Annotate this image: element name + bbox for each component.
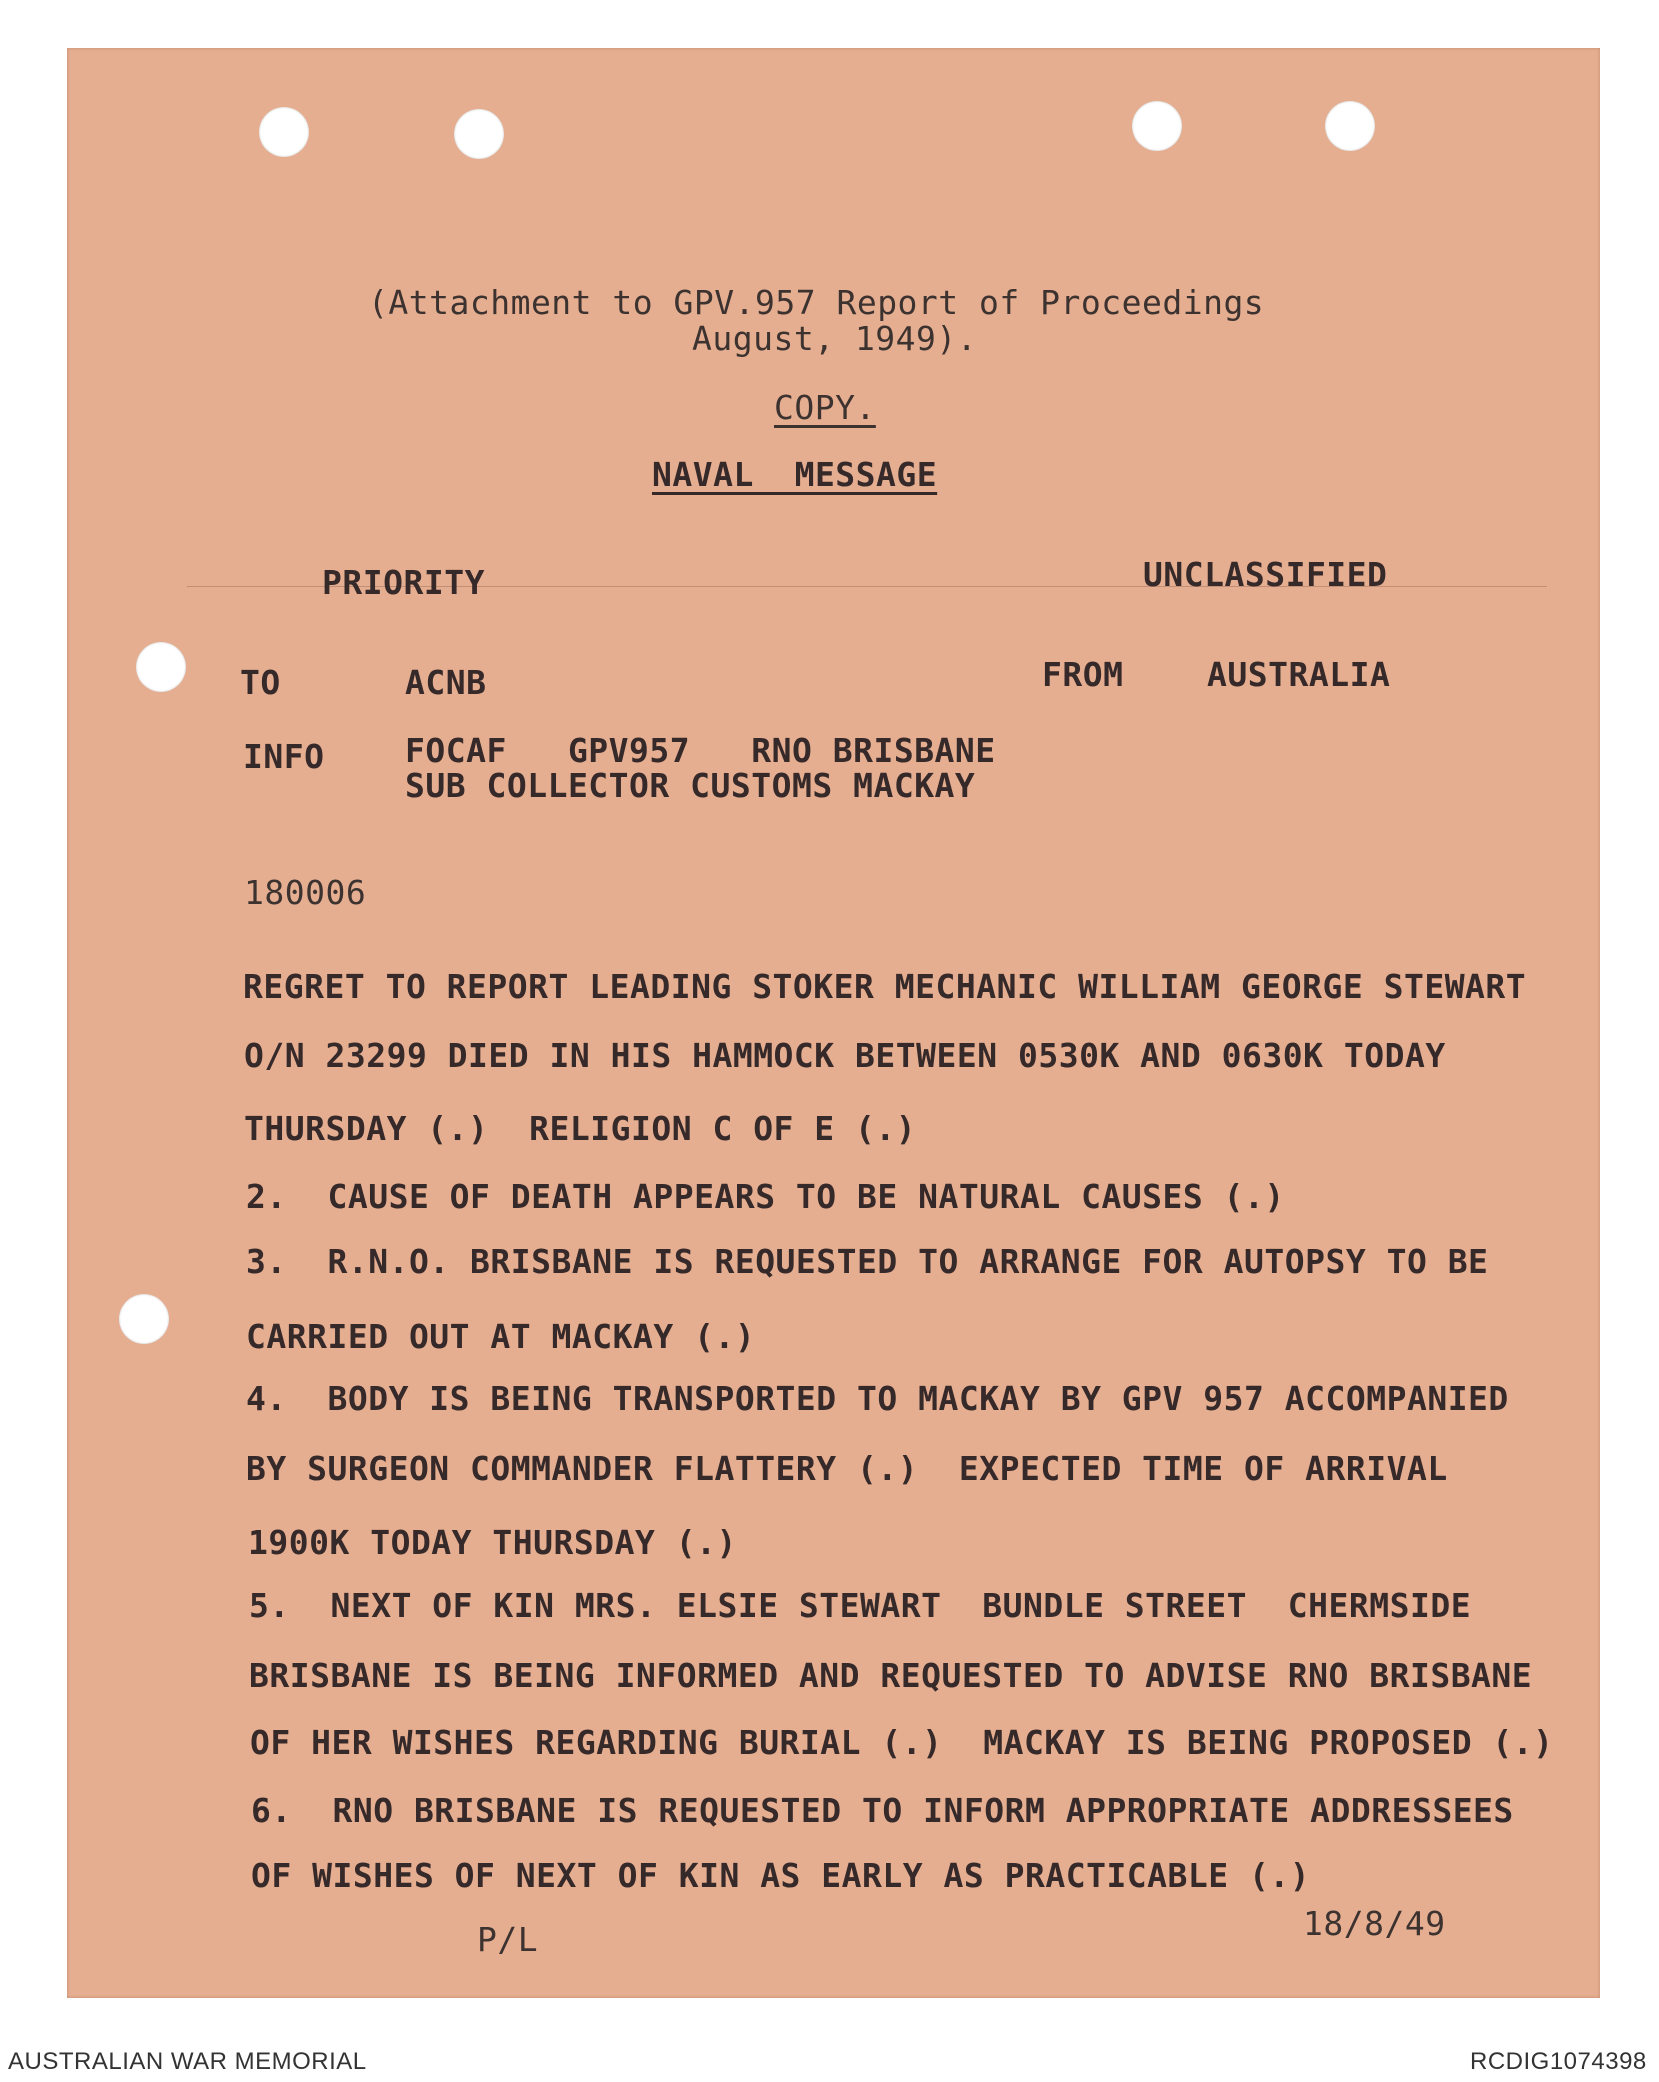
punch-hole — [119, 1294, 169, 1344]
body-line: BRISBANE IS BEING INFORMED AND REQUESTED TO ADVISE RNO BRISBANE — [249, 1656, 1533, 1695]
punch-hole — [1132, 101, 1182, 151]
message-title: NAVAL MESSAGE — [652, 455, 938, 494]
archive-reference: RCDIG1074398 — [1470, 2048, 1647, 2075]
info-label: INFO — [243, 737, 325, 776]
from-label: FROM — [1042, 655, 1124, 694]
classification-label: UNCLASSIFIED — [1143, 555, 1388, 594]
body-line: OF HER WISHES REGARDING BURIAL (.) MACKAY IS BEING PROPOSED (.) — [250, 1723, 1554, 1762]
priority-label: PRIORITY — [322, 563, 485, 602]
body-line: 1900K TODAY THURSDAY (.) — [248, 1523, 737, 1562]
punch-hole — [136, 642, 186, 692]
archive-credit: AUSTRALIAN WAR MEMORIAL — [8, 2048, 367, 2075]
body-line: 2. CAUSE OF DEATH APPEARS TO BE NATURAL CAUSES (.) — [246, 1177, 1285, 1216]
body-line: 4. BODY IS BEING TRANSPORTED TO MACKAY BY GPV 957 ACCOMPANIED — [246, 1379, 1509, 1418]
body-line: THURSDAY (.) RELIGION C OF E (.) — [244, 1109, 917, 1148]
body-line: 5. NEXT OF KIN MRS. ELSIE STEWART BUNDLE STREET CHERMSIDE — [249, 1586, 1472, 1625]
punch-hole — [454, 109, 504, 159]
info-line2: SUB COLLECTOR CUSTOMS MACKAY — [405, 766, 976, 805]
punch-hole — [259, 107, 309, 157]
body-line: 6. RNO BRISBANE IS REQUESTED TO INFORM APPROPRIATE ADDRESSEES — [251, 1791, 1514, 1830]
body-line: OF WISHES OF NEXT OF KIN AS EARLY AS PRACTICABLE (.) — [251, 1856, 1311, 1895]
body-line: 3. R.N.O. BRISBANE IS REQUESTED TO ARRANGE FOR AUTOPSY TO BE — [246, 1242, 1489, 1281]
signoff-initials: P/L — [477, 1920, 539, 1959]
attachment-note-line1: (Attachment to GPV.957 Report of Proceedings — [368, 283, 1265, 322]
body-line: BY SURGEON COMMANDER FLATTERY (.) EXPECTED TIME OF ARRIVAL — [246, 1449, 1448, 1488]
to-value: ACNB — [405, 663, 487, 702]
body-line: O/N 23299 DIED IN HIS HAMMOCK BETWEEN 0530K AND 0630K TODAY — [244, 1036, 1446, 1075]
punch-hole — [1325, 101, 1375, 151]
body-line: REGRET TO REPORT LEADING STOKER MECHANIC WILLIAM GEORGE STEWART — [243, 967, 1527, 1006]
date-time-group: 180006 — [244, 873, 367, 912]
from-value: AUSTRALIA — [1207, 655, 1391, 694]
signoff-date: 18/8/49 — [1303, 1904, 1446, 1943]
body-line: CARRIED OUT AT MACKAY (.) — [246, 1317, 756, 1356]
attachment-note-line2: August, 1949). — [692, 319, 978, 358]
to-label: TO — [240, 663, 281, 702]
copy-heading: COPY. — [774, 388, 876, 427]
info-line1: FOCAF GPV957 RNO BRISBANE — [405, 731, 996, 770]
